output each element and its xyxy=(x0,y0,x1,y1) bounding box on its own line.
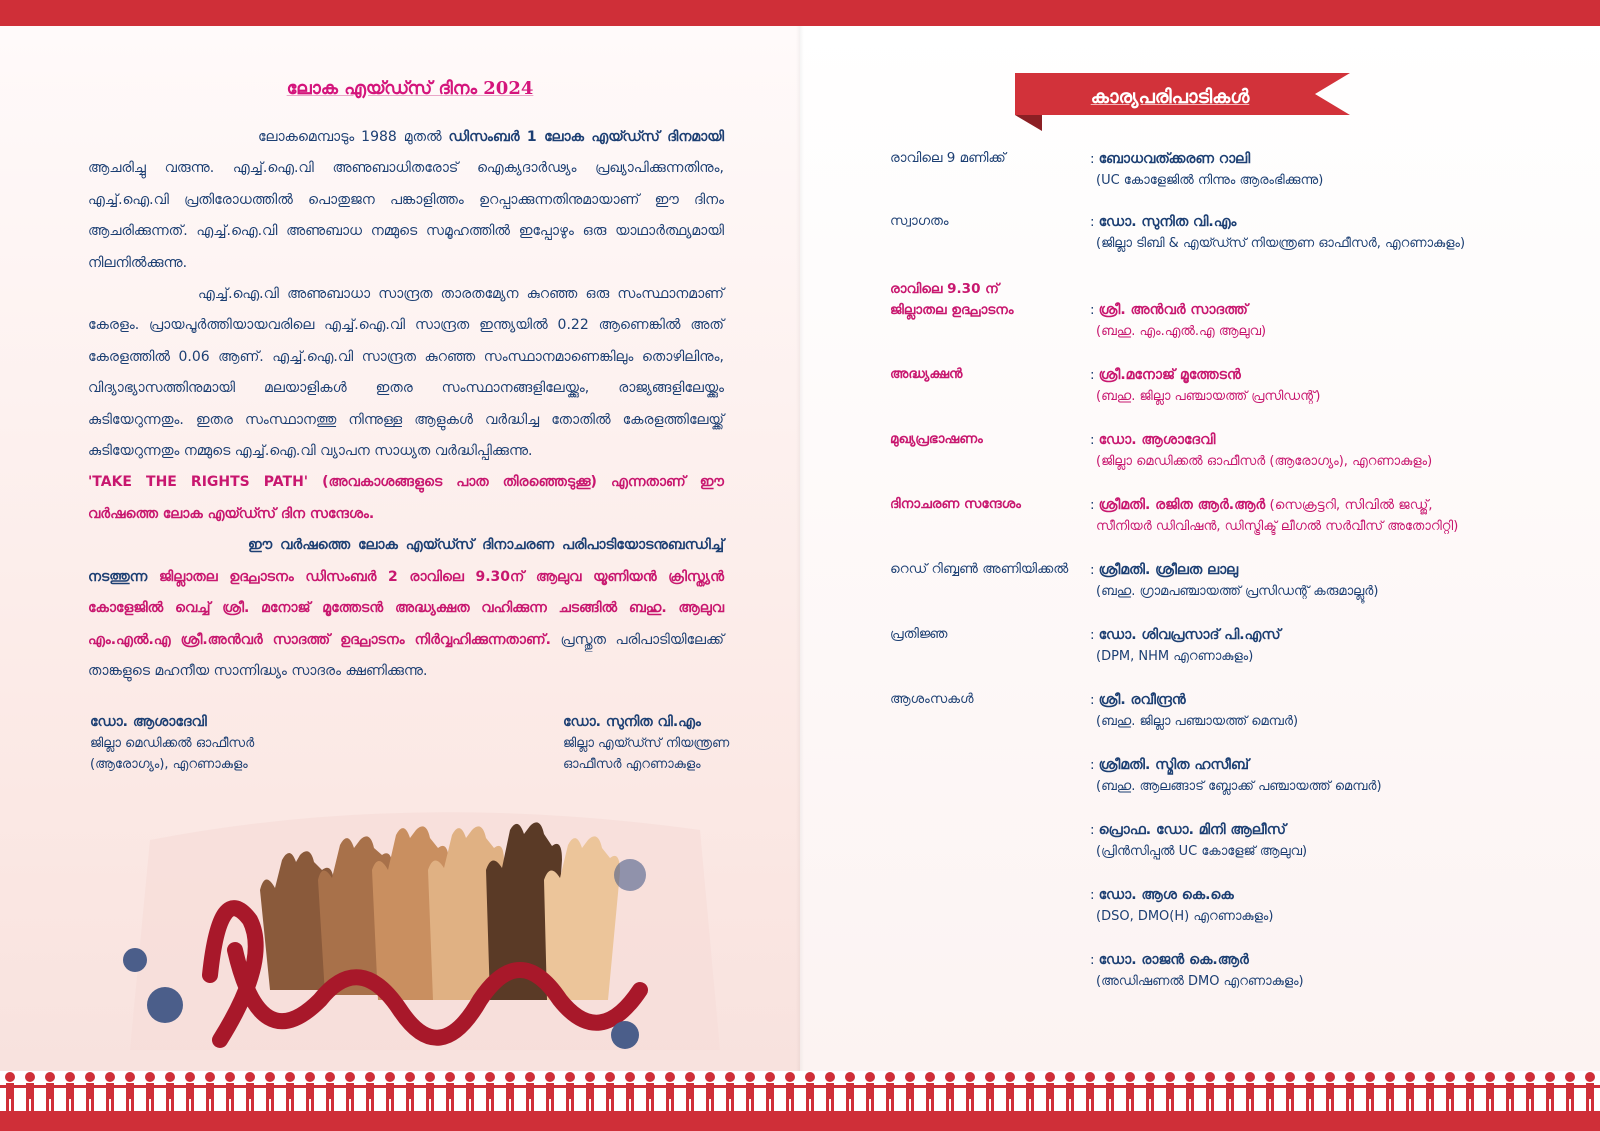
person-icon xyxy=(800,1072,820,1111)
program-item: ആശംസകൾ : ശ്രീ. രവീന്ദ്രൻ (ബഹു. ജില്ലാ പഞ്ചായത്ത് മെമ്പർ) xyxy=(890,689,1590,733)
person-icon xyxy=(380,1072,400,1111)
item-label: അദ്ധ്യക്ഷൻ xyxy=(890,366,963,382)
item-desc: (ബഹു. എം.എൽ.എ ആലുവ) xyxy=(1096,324,1267,339)
person-icon xyxy=(20,1072,40,1111)
program-item: : ശ്രീമതി. സ്മിത ഹസീബ് (ബഹു. ആലങ്ങാട് ബ്ലോക്ക് പഞ്ചായത്ത് മെമ്പർ) xyxy=(890,754,1590,798)
item-name: ശ്രീമതി. രജിത ആർ.ആർ xyxy=(1098,497,1266,513)
person-icon xyxy=(1240,1072,1260,1111)
p1-start: ലോകമെമ്പാടും 1988 മുതൽ xyxy=(258,129,449,145)
item-label-time: രാവിലെ 9.30 ന് xyxy=(890,281,999,297)
person-icon xyxy=(1220,1072,1240,1111)
sig1-line1: ജില്ലാ മെഡിക്കൽ ഓഫീസർ xyxy=(90,736,255,751)
person-icon xyxy=(560,1072,580,1111)
item-label xyxy=(890,279,1090,343)
item-name: ശ്രീ. രവീന്ദ്രൻ xyxy=(1098,692,1186,708)
item-label xyxy=(890,949,1090,993)
program-item: : ഡോ. രാജൻ കെ.ആർ (അഡിഷണൽ DMO എറണാകുളം) xyxy=(890,949,1590,993)
person-icon xyxy=(400,1072,420,1111)
item-desc: (DSO, DMO(H) എറണാകുളം) xyxy=(1096,909,1274,924)
person-icon xyxy=(40,1072,60,1111)
person-icon xyxy=(1480,1072,1500,1111)
person-icon xyxy=(1540,1072,1560,1111)
person-icon xyxy=(300,1072,320,1111)
item-label xyxy=(890,819,1090,863)
item-name: ശ്രീ. അൻവർ സാദത്ത് xyxy=(1098,302,1248,318)
bottom-border xyxy=(0,1111,1600,1131)
person-icon xyxy=(1580,1072,1600,1111)
item-name: ഡോ. ശിവപ്രസാദ് പി.എസ് xyxy=(1098,627,1281,643)
item-desc: (ബഹു. ജില്ലാ പഞ്ചായത്ത് പ്രസിഡന്റ്) xyxy=(1096,389,1321,404)
person-icon xyxy=(1080,1072,1100,1111)
person-icon xyxy=(1460,1072,1480,1111)
item-label: രാവിലെ 9 മണിക്ക് xyxy=(890,150,1006,166)
person-icon xyxy=(1440,1072,1460,1111)
person-icon xyxy=(580,1072,600,1111)
person-icon xyxy=(1300,1072,1320,1111)
item-desc-inline: (സെക്രട്ടറി, സിവിൽ ജഡ്ജ്, xyxy=(1269,497,1433,513)
person-icon xyxy=(1200,1072,1220,1111)
sig2-line2: ഓഫീസർ എറണാകുളം xyxy=(563,757,701,772)
item-desc: (ജില്ലാ മെഡിക്കൽ ഓഫീസർ (ആരോഗ്യം), എറണാകുളം) xyxy=(1096,454,1433,469)
page-title: ലോക എയ്ഡ്സ് ദിനം 2024 xyxy=(286,78,534,99)
person-icon xyxy=(140,1072,160,1111)
person-icon xyxy=(240,1072,260,1111)
program-item: റെഡ് റിബ്ബൺ അണിയിക്കൽ : ശ്രീമതി. ശ്രീലത ലാലു (ബഹു. ഗ്രാമപഞ്ചായത്ത് പ്രസിഡന്റ് കരുമാല്ലൂർ) xyxy=(890,559,1590,603)
person-icon xyxy=(1100,1072,1120,1111)
item-label xyxy=(890,884,1090,928)
item-label: ദിനാചരണ സന്ദേശം xyxy=(890,496,1021,512)
program-item: ദിനാചരണ സന്ദേശം : ശ്രീമതി. രജിത ആർ.ആർ (സെക്രട്ടറി, സിവിൽ ജഡ്ജ്, സീനിയർ ഡിവിഷൻ, ഡിസ്ട്രിക്ട് ലീഗൽ സർവീസ് അതോറിറ്റി) xyxy=(890,494,1590,538)
item-label: ആശംസകൾ xyxy=(890,691,974,707)
person-icon xyxy=(920,1072,940,1111)
item-label-event: ജില്ലാതല ഉദ്ഘാടനം xyxy=(890,302,1014,318)
person-icon xyxy=(160,1072,180,1111)
program-item: രാവിലെ 9.30 ന് ജില്ലാതല ഉദ്ഘാടനം : ശ്രീ. അൻവർ സാദത്ത് (ബഹു. എം.എൽ.എ ആലുവ) xyxy=(890,279,1590,343)
page-fold xyxy=(796,26,804,1071)
person-icon xyxy=(1040,1072,1060,1111)
sig2-name: ഡോ. സുനിത വി.എം xyxy=(563,714,701,730)
person-icon xyxy=(960,1072,980,1111)
item-name: ഡോ. ആശ കെ.കെ xyxy=(1098,887,1234,903)
person-icon xyxy=(1020,1072,1040,1111)
item-desc: (പ്രിൻസിപ്പൽ UC കോളേജ് ആലുവ) xyxy=(1096,844,1308,859)
person-icons xyxy=(0,1072,1600,1111)
item-desc: (UC കോളേജിൽ നിന്നും ആരംഭിക്കുന്നു) xyxy=(1096,173,1324,188)
person-icon xyxy=(900,1072,920,1111)
person-icon xyxy=(1400,1072,1420,1111)
letter-body xyxy=(88,122,724,687)
person-icon xyxy=(540,1072,560,1111)
person-icon xyxy=(1320,1072,1340,1111)
person-icon xyxy=(280,1072,300,1111)
person-icon xyxy=(840,1072,860,1111)
paragraph-3 xyxy=(88,530,724,687)
person-icon xyxy=(1560,1072,1580,1111)
item-label: മുഖ്യപ്രഭാഷണം xyxy=(890,431,983,447)
item-desc: (ബഹു. ആലങ്ങാട് ബ്ലോക്ക് പഞ്ചായത്ത് മെമ്പർ) xyxy=(1096,779,1382,794)
item-name: ഡോ. ആശാദേവി xyxy=(1098,432,1216,448)
program-item: രാവിലെ 9 മണിക്ക് : ബോധവത്ക്കരണ റാലി (UC കോളേജിൽ നിന്നും ആരംഭിക്കുന്നു) xyxy=(890,148,1590,192)
item-desc: (ബഹു. ജില്ലാ പഞ്ചായത്ത് മെമ്പർ) xyxy=(1096,714,1299,729)
p1-rest: ആചരിച്ചു വരുന്നു. എച്ച്.ഐ.വി അണുബാധിതരോട് ഐക്യദാർഢ്യം പ്രഖ്യാപിക്കുന്നതിനും, എച്ച്.ഐ.വി പ്രതിരോധത്തിൽ പൊതുജന പങ്കാളിത്തം ഉറപ്പാക്കുന്നതിനുമായാണ് ഈ ദിനം ആചരിക്കുന്നത്. എച്ച്.ഐ.വി അണുബാധ നമ്മുടെ സമൂഹത്തിൽ ഇപ്പോഴും ഒരു യാഥാർത്ഥ്യമായി നിലനിൽക്കുന്നു. xyxy=(88,160,724,271)
item-desc: സീനിയർ ഡിവിഷൻ, ഡിസ്ട്രിക്ട് ലീഗൽ സർവീസ് അതോറിറ്റി) xyxy=(1096,519,1459,534)
person-icon xyxy=(760,1072,780,1111)
person-icon xyxy=(360,1072,380,1111)
person-icon xyxy=(260,1072,280,1111)
person-icon xyxy=(1280,1072,1300,1111)
hands-ribbon-illustration xyxy=(60,800,760,1080)
person-icon xyxy=(720,1072,740,1111)
person-icon xyxy=(1420,1072,1440,1111)
item-label xyxy=(890,754,1090,798)
person-icon xyxy=(440,1072,460,1111)
person-icon xyxy=(80,1072,100,1111)
item-name: ഡോ. സുനിത വി.എം xyxy=(1098,214,1237,230)
person-icon xyxy=(1060,1072,1080,1111)
item-name: ഡോ. രാജൻ കെ.ആർ xyxy=(1098,952,1249,968)
paragraph-1 xyxy=(88,122,724,279)
p1-bold: ഡിസംബർ 1 ലോക എയ്ഡ്സ് ദിനമായി xyxy=(448,129,724,145)
item-label: പ്രതിജ്ഞ xyxy=(890,626,948,642)
program-item: സ്വാഗതം : ഡോ. സുനിത വി.എം (ജില്ലാ ടിബി & എയ്ഡ്സ് നിയന്ത്രണ ഓഫീസർ, എറണാകുളം) xyxy=(890,211,1590,255)
person-icon xyxy=(200,1072,220,1111)
person-icon xyxy=(700,1072,720,1111)
person-icon xyxy=(1000,1072,1020,1111)
program-item: : ഡോ. ആശ കെ.കെ (DSO, DMO(H) എറണാകുളം) xyxy=(890,884,1590,928)
person-icon xyxy=(340,1072,360,1111)
paragraph-2: എച്ച്.ഐ.വി അണുബാധാ സാന്ദ്രത താരതമ്യേന കുറഞ്ഞ ഒരു സംസ്ഥാനമാണ് കേരളം. പ്രായപൂർത്തിയായവരിലെ എച്ച്.ഐ.വി സാന്ദ്രത ഇന്ത്യയിൽ 0.22 ആണെങ്കിൽ അത് കേരളത്തിൽ 0.06 ആണ്. എച്ച്.ഐ.വി സാന്ദ്രത കുറഞ്ഞ സംസ്ഥാനമാണെങ്കിലും തൊഴിലിനും, വിദ്യാഭ്യാസത്തിനുമായി മലയാളികൾ ഇതര സംസ്ഥാനങ്ങളിലേയ്ക്കും, രാജ്യങ്ങളിലേയ്ക്കും കുടിയേറുന്നതും. ഇതര സംസ്ഥാനത്തു നിന്നുള്ള ആളുകൾ വർദ്ധിച്ച തോതിൽ കേരളത്തിലേയ്ക്ക് കുടിയേറുന്നതും നമ്മുടെ എച്ച്.ഐ.വി വ്യാപന സാധ്യത വർദ്ധിപ്പിക്കുന്നു. xyxy=(88,286,724,460)
person-icon xyxy=(460,1072,480,1111)
person-icon xyxy=(60,1072,80,1111)
program-item: : പ്രൊഫ. ഡോ. മിനി ആലീസ് (പ്രിൻസിപ്പൽ UC കോളേജ് ആലുവ) xyxy=(890,819,1590,863)
person-icon xyxy=(500,1072,520,1111)
person-icon xyxy=(1140,1072,1160,1111)
item-desc: (DPM, NHM എറണാകുളം) xyxy=(1096,649,1254,664)
person-icon xyxy=(1180,1072,1200,1111)
person-icon xyxy=(1260,1072,1280,1111)
person-icon xyxy=(1360,1072,1380,1111)
person-icon xyxy=(480,1072,500,1111)
person-icon xyxy=(980,1072,1000,1111)
item-name: ബോധവത്ക്കരണ റാലി xyxy=(1098,151,1251,167)
person-icon xyxy=(320,1072,340,1111)
item-name: ശ്രീമതി. സ്മിത ഹസീബ് xyxy=(1098,757,1249,773)
person-icon xyxy=(1160,1072,1180,1111)
item-name: പ്രൊഫ. ഡോ. മിനി ആലീസ് xyxy=(1098,822,1286,838)
person-icon xyxy=(1120,1072,1140,1111)
person-icon xyxy=(520,1072,540,1111)
signature-2 xyxy=(563,712,729,775)
sig1-name: ഡോ. ആശാദേവി xyxy=(90,714,207,730)
person-icon xyxy=(860,1072,880,1111)
person-icon xyxy=(620,1072,640,1111)
person-icon xyxy=(600,1072,620,1111)
person-icon xyxy=(640,1072,660,1111)
item-name: ശ്രീ.മനോജ് മൂത്തേടൻ xyxy=(1098,367,1241,383)
program-item: അദ്ധ്യക്ഷൻ : ശ്രീ.മനോജ് മൂത്തേടൻ (ബഹു. ജില്ലാ പഞ്ചായത്ത് പ്രസിഡന്റ്) xyxy=(890,364,1590,408)
item-desc: (അഡിഷണൽ DMO എറണാകുളം) xyxy=(1096,974,1304,989)
program-heading: കാര്യപരിപാടികൾ xyxy=(1090,86,1250,108)
program-item: പ്രതിജ്ഞ : ഡോ. ശിവപ്രസാദ് പി.എസ് (DPM, NHM എറണാകുളം) xyxy=(890,624,1590,668)
item-desc: (ജില്ലാ ടിബി & എയ്ഡ്സ് നിയന്ത്രണ ഓഫീസർ, എറണാകുളം) xyxy=(1096,236,1466,251)
person-icon xyxy=(660,1072,680,1111)
person-icon xyxy=(1500,1072,1520,1111)
person-icon xyxy=(0,1072,20,1111)
item-label: സ്വാഗതം xyxy=(890,213,949,229)
person-icon xyxy=(100,1072,120,1111)
person-icon xyxy=(820,1072,840,1111)
person-icon xyxy=(120,1072,140,1111)
item-desc: (ബഹു. ഗ്രാമപഞ്ചായത്ത് പ്രസിഡന്റ് കരുമാല്ലൂർ) xyxy=(1096,584,1379,599)
signature-1 xyxy=(90,712,254,775)
person-icon xyxy=(1380,1072,1400,1111)
person-icon xyxy=(1340,1072,1360,1111)
p3-end: പ്രസ്തുത പരിപാടിയിലേക്ക് താങ്കളുടെ മഹനീയ സാന്നിദ്ധ്യം സാദരം ക്ഷണിക്കുന്നു. xyxy=(88,631,724,679)
p3-start: ഈ വർഷത്തെ ലോക എയ്ഡ്സ് ദിനാചരണ പരിപാടിയോടനുബന്ധിച്ച് നടത്തുന്ന xyxy=(88,537,724,585)
item-name: ശ്രീമതി. ശ്രീലത ലാലു xyxy=(1098,562,1239,578)
theme-message: 'TAKE THE RIGHTS PATH' (അവകാശങ്ങളുടെ പാത തിരഞ്ഞെടുക്കൂ) എന്നതാണ് ഈ വർഷത്തെ ലോക എയ്ഡ്സ് ദിന സന്ദേശം. xyxy=(88,474,724,522)
person-icon xyxy=(880,1072,900,1111)
person-icon xyxy=(680,1072,700,1111)
program-item: മുഖ്യപ്രഭാഷണം : ഡോ. ആശാദേവി (ജില്ലാ മെഡിക്കൽ ഓഫീസർ (ആരോഗ്യം), എറണാകുളം) xyxy=(890,429,1590,473)
sig1-line2: (ആരോഗ്യം), എറണാകുളം xyxy=(90,757,248,772)
person-icon xyxy=(1520,1072,1540,1111)
p3-highlight: ജില്ലാതല ഉദ്ഘാടനം ഡിസംബർ 2 രാവിലെ 9.30ന് ആലുവ യൂണിയൻ ക്രിസ്ത്യൻ കോളേജിൽ വെച്ച് ശ്രീ. മനോജ് മൂത്തേടൻ അദ്ധ്യക്ഷത വഹിക്കുന്ന ചടങ്ങിൽ ബഹു. ആലുവ എം.എൽ.എ ശ്രീ.അൻവർ സാദത്ത് ഉദ്ഘാടനം നിർവ്വഹിക്കുന്നതാണ്. xyxy=(88,568,724,648)
item-label: റെഡ് റിബ്ബൺ അണിയിക്കൽ xyxy=(890,561,1069,577)
person-icon xyxy=(220,1072,240,1111)
person-icon xyxy=(180,1072,200,1111)
sig2-line1: ജില്ലാ എയ്ഡ്സ് നിയന്ത്രണ xyxy=(563,736,730,751)
people-chain-border xyxy=(0,1068,1600,1112)
person-icon xyxy=(420,1072,440,1111)
person-icon xyxy=(740,1072,760,1111)
program-list xyxy=(890,148,1590,993)
person-icon xyxy=(940,1072,960,1111)
top-border xyxy=(0,0,1600,26)
person-icon xyxy=(780,1072,800,1111)
